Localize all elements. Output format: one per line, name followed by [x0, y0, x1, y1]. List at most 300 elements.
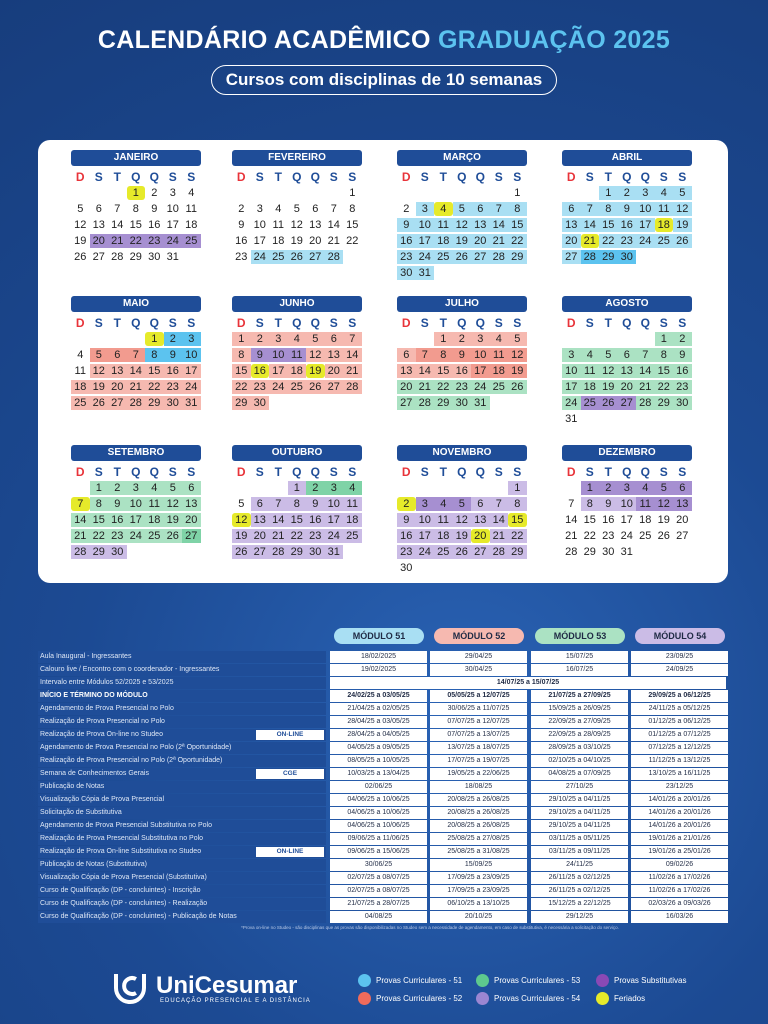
- row-tag: ON-LINE: [256, 847, 324, 857]
- month-maio: [71, 296, 201, 411]
- day-cell: 14: [327, 219, 340, 231]
- day-cell: 7: [581, 202, 600, 216]
- day-cell: 7: [490, 497, 509, 511]
- day-cell: 21: [108, 234, 127, 248]
- day-cell: 1: [127, 186, 146, 200]
- day-cell: 8: [581, 497, 600, 511]
- table-row: [38, 846, 730, 858]
- day-cell: 14: [490, 218, 509, 232]
- day-cell: 5: [238, 498, 245, 510]
- day-cell: 7: [71, 497, 90, 511]
- month-header: NOVEMBRO: [397, 445, 527, 461]
- day-cell: 29: [145, 396, 164, 410]
- weekday-label: Q: [292, 170, 302, 184]
- day-cell: 21: [343, 364, 362, 378]
- day-cell: 9: [251, 348, 270, 362]
- empty-day: [416, 186, 435, 200]
- day-cell: 29: [434, 396, 453, 410]
- legend-label: Provas Curriculares - 51: [376, 976, 463, 985]
- table-cell: 21/04/25 a 02/05/25: [330, 703, 427, 715]
- table-cell: 17/09/25 a 23/09/25: [430, 872, 527, 884]
- day-cell: 15: [346, 219, 359, 231]
- row-label: Realização de Prova Presencial Substitutiva no Polo: [38, 833, 326, 845]
- day-cell: 6: [673, 481, 692, 495]
- weekday-label: S: [585, 465, 594, 479]
- day-cell: 25: [288, 380, 307, 394]
- day-cell: 22: [145, 380, 164, 394]
- table-row: [38, 729, 730, 741]
- day-cell: 29: [288, 545, 307, 559]
- day-cell: 31: [325, 545, 344, 559]
- day-cell: 4: [581, 348, 600, 362]
- day-cell: 13: [251, 513, 270, 527]
- weekday-label: Q: [622, 465, 632, 479]
- day-cell: 17: [269, 364, 288, 378]
- day-cell: 28: [269, 545, 288, 559]
- day-cell: 25: [145, 529, 164, 543]
- day-cell: 7: [330, 203, 337, 215]
- day-cell: 22: [434, 380, 453, 394]
- day-cell: 20: [309, 235, 322, 247]
- day-cell: 12: [453, 218, 472, 232]
- legend-label: Provas Curriculares - 53: [494, 976, 581, 985]
- month-dezembro: [562, 445, 692, 560]
- day-cell: 22: [288, 529, 307, 543]
- table-row: [38, 677, 730, 689]
- day-cell: 6: [95, 203, 102, 215]
- day-cell: 21: [416, 380, 435, 394]
- day-cell: 17: [325, 513, 344, 527]
- day-cell: 17: [471, 364, 490, 378]
- month-janeiro: [71, 150, 201, 265]
- day-cell: 4: [434, 497, 453, 511]
- empty-day: [434, 186, 453, 200]
- table-cell: 13/07/25 a 18/07/25: [430, 742, 527, 754]
- title-main: CALENDÁRIO ACADÊMICO: [97, 26, 431, 54]
- weekday-label: S: [348, 170, 357, 184]
- weekday-label: S: [255, 316, 264, 330]
- table-cell: 04/06/25 a 10/06/25: [330, 794, 427, 806]
- day-cell: 21: [636, 380, 655, 394]
- day-cell: 24: [127, 529, 146, 543]
- table-cell: 23/12/25: [631, 781, 728, 793]
- day-cell: 25: [182, 234, 201, 248]
- day-cell: 20: [618, 380, 637, 394]
- day-cell: 19: [290, 235, 303, 247]
- day-cell: 24: [636, 234, 655, 248]
- day-cell: 1: [599, 186, 618, 200]
- day-cell: 26: [232, 545, 251, 559]
- day-cell: 28: [416, 396, 435, 410]
- day-cell: 20: [251, 529, 270, 543]
- weekday-label: S: [255, 170, 264, 184]
- day-cell: 7: [114, 203, 121, 215]
- row-label: Intervalo entre Módulos 52/2025 e 53/2025: [38, 677, 326, 689]
- day-cell: 12: [655, 497, 674, 511]
- day-cell: 28: [111, 251, 124, 263]
- day-cell: 19: [453, 529, 472, 543]
- day-cell: 20: [108, 380, 127, 394]
- day-cell: 4: [490, 332, 509, 346]
- table-cell: 21/07/25 a 27/09/25: [531, 690, 628, 702]
- day-cell: 4: [288, 332, 307, 346]
- day-cell: 26: [74, 251, 87, 263]
- day-cell: 4: [636, 481, 655, 495]
- day-cell: 25: [490, 380, 509, 394]
- day-cell: 22: [127, 234, 146, 248]
- table-cell: 14/01/26 a 20/01/26: [631, 794, 728, 806]
- table-cell: 24/11/25: [531, 859, 628, 871]
- legend-dot-icon: [358, 992, 371, 1005]
- day-cell: 25: [269, 250, 288, 264]
- day-cell: 12: [164, 497, 183, 511]
- day-cell: 4: [188, 187, 195, 199]
- day-grid: [562, 480, 692, 560]
- row-tag: CGE: [256, 769, 324, 779]
- weekday-label: T: [274, 465, 282, 479]
- day-cell: 26: [508, 380, 527, 394]
- row-label: Realização de Prova Presencial no Polo: [38, 716, 326, 728]
- weekday-row: [397, 169, 527, 185]
- table-cell: 09/06/25 a 11/06/25: [330, 833, 427, 845]
- day-cell: 30: [673, 396, 692, 410]
- table-cell: 19/01/26 a 25/01/26: [631, 846, 728, 858]
- legend-label: Provas Curriculares - 54: [494, 994, 581, 1003]
- row-label: Calouro live / Encontro com o coordenador - Ingressantes: [38, 664, 326, 676]
- day-cell: 31: [620, 546, 633, 558]
- legend-dot-icon: [476, 974, 489, 987]
- day-cell: 30: [602, 546, 615, 558]
- table-cell: 11/02/26 a 17/02/26: [631, 885, 728, 897]
- day-cell: 16: [602, 514, 615, 526]
- day-cell: 4: [343, 481, 362, 495]
- day-cell: 3: [562, 348, 581, 362]
- day-cell: 29: [599, 250, 618, 264]
- day-cell: 5: [508, 332, 527, 346]
- day-cell: 5: [453, 497, 472, 511]
- day-cell: 15: [288, 513, 307, 527]
- table-cell: 15/07/25: [531, 651, 628, 663]
- empty-day: [71, 332, 90, 346]
- day-cell: 16: [235, 235, 248, 247]
- table-row: [38, 742, 730, 754]
- day-cell: 20: [471, 529, 490, 543]
- weekday-label: S: [513, 465, 522, 479]
- day-cell: 30: [618, 250, 637, 264]
- day-cell: 5: [655, 481, 674, 495]
- weekday-label: S: [678, 170, 687, 184]
- empty-day: [71, 186, 90, 200]
- weekday-label: S: [659, 170, 668, 184]
- day-cell: 9: [151, 203, 158, 215]
- empty-day: [434, 481, 453, 495]
- day-cell: 23: [251, 380, 270, 394]
- day-cell: 22: [583, 530, 596, 542]
- day-cell: 23: [108, 529, 127, 543]
- table-row: [38, 807, 730, 819]
- weekday-label: S: [187, 465, 196, 479]
- day-cell: 18: [655, 218, 674, 232]
- day-cell: 1: [434, 332, 453, 346]
- day-cell: 19: [90, 380, 109, 394]
- empty-day: [71, 481, 90, 495]
- day-cell: 24: [562, 396, 581, 410]
- table-cell: 13/10/25 a 16/11/25: [631, 768, 728, 780]
- empty-day: [397, 332, 416, 346]
- table-cell: 05/05/25 a 12/07/25: [430, 690, 527, 702]
- table-cell: 25/08/25 a 27/08/25: [430, 833, 527, 845]
- day-cell: 26: [453, 250, 472, 264]
- day-cell: 6: [397, 348, 416, 362]
- day-cell: 2: [673, 332, 692, 346]
- day-cell: 25: [655, 234, 674, 248]
- day-cell: 31: [565, 413, 578, 425]
- day-cell: 27: [92, 251, 105, 263]
- day-cell: 19: [657, 514, 670, 526]
- day-cell: 30: [148, 251, 161, 263]
- day-cell: 28: [565, 546, 578, 558]
- day-cell: 27: [471, 250, 490, 264]
- day-cell: 27: [618, 396, 637, 410]
- day-cell: 11: [288, 348, 307, 362]
- weekday-label: Q: [640, 170, 650, 184]
- day-cell: 23: [673, 380, 692, 394]
- weekday-label: Q: [310, 465, 320, 479]
- day-cell: 16: [251, 364, 270, 378]
- table-cell: 07/07/25 a 13/07/25: [430, 729, 527, 741]
- day-cell: 18: [581, 380, 600, 394]
- weekday-label: D: [566, 170, 576, 184]
- empty-day: [562, 186, 581, 200]
- weekday-label: S: [329, 465, 338, 479]
- day-cell: 3: [169, 187, 176, 199]
- day-cell: 8: [655, 348, 674, 362]
- empty-day: [562, 481, 581, 495]
- day-cell: 23: [164, 380, 183, 394]
- day-cell: 27: [108, 396, 127, 410]
- table-cell: 26/11/25 a 02/12/25: [531, 872, 628, 884]
- header: [0, 26, 768, 95]
- day-cell: 12: [673, 202, 692, 216]
- weekday-label: Q: [475, 316, 485, 330]
- empty-day: [269, 186, 288, 200]
- weekday-label: S: [585, 316, 594, 330]
- empty-day: [636, 332, 655, 346]
- day-cell: 5: [306, 332, 325, 346]
- day-cell: 9: [164, 348, 183, 362]
- weekday-label: Q: [457, 316, 467, 330]
- table-cell: 30/06/25: [330, 859, 427, 871]
- day-grid: [71, 331, 201, 411]
- table-cell: 23/09/25: [631, 651, 728, 663]
- day-cell: 28: [490, 250, 509, 264]
- day-cell: 15: [655, 364, 674, 378]
- table-cell: 14/07/25 a 15/07/25: [330, 677, 726, 689]
- day-cell: 15: [90, 513, 109, 527]
- month-abril: [562, 150, 692, 265]
- table-cell: 30/06/25 a 11/07/25: [430, 703, 527, 715]
- weekday-label: S: [168, 316, 177, 330]
- weekday-label: T: [113, 316, 121, 330]
- day-cell: 9: [397, 218, 416, 232]
- row-tag: ON-LINE: [256, 730, 324, 740]
- weekday-row: [71, 169, 201, 185]
- empty-day: [90, 186, 109, 200]
- table-cell: 09/02/26: [631, 859, 728, 871]
- day-grid: [232, 185, 362, 265]
- day-cell: 6: [108, 348, 127, 362]
- day-cell: 8: [132, 203, 139, 215]
- table-cell: 29/09/25 a 06/12/25: [631, 690, 728, 702]
- weekday-label: S: [513, 170, 522, 184]
- day-cell: 3: [636, 186, 655, 200]
- day-cell: 16: [108, 513, 127, 527]
- empty-day: [581, 186, 600, 200]
- empty-day: [581, 332, 600, 346]
- day-cell: 6: [471, 202, 490, 216]
- table-row: [38, 794, 730, 806]
- weekday-row: [562, 169, 692, 185]
- day-cell: 1: [508, 481, 527, 495]
- day-cell: 13: [618, 364, 637, 378]
- day-cell: 14: [71, 513, 90, 527]
- day-cell: 19: [599, 380, 618, 394]
- day-cell: 29: [129, 251, 142, 263]
- day-cell: 17: [620, 514, 633, 526]
- subtitle-pill: Cursos com disciplinas de 10 semanas: [211, 65, 558, 95]
- day-cell: 6: [618, 348, 637, 362]
- table-cell: 01/12/25 a 06/12/25: [631, 716, 728, 728]
- day-cell: 16: [164, 364, 183, 378]
- day-cell: 22: [655, 380, 674, 394]
- day-cell: 13: [471, 218, 490, 232]
- table-cell: 24/09/25: [631, 664, 728, 676]
- day-cell: 13: [92, 219, 105, 231]
- day-cell: 18: [639, 514, 652, 526]
- table-cell: 11/02/26 a 17/02/26: [631, 872, 728, 884]
- table-cell: 07/07/25 a 12/07/25: [430, 716, 527, 728]
- month-fevereiro: [232, 150, 362, 265]
- table-cell: 04/08/25 a 07/09/25: [531, 768, 628, 780]
- day-cell: 2: [306, 481, 325, 495]
- legend-dot-icon: [476, 992, 489, 1005]
- table-row: [38, 911, 730, 923]
- day-cell: 29: [508, 545, 527, 559]
- day-cell: 29: [90, 545, 109, 559]
- empty-day: [269, 481, 288, 495]
- day-cell: 2: [397, 497, 416, 511]
- day-cell: 3: [256, 203, 263, 215]
- day-cell: 30: [306, 545, 325, 559]
- day-cell: 11: [581, 364, 600, 378]
- empty-day: [232, 186, 251, 200]
- day-cell: 11: [185, 203, 197, 215]
- day-cell: 12: [508, 348, 527, 362]
- module-54-header: MÓDULO 54: [635, 628, 725, 644]
- weekday-label: S: [494, 316, 503, 330]
- weekday-label: S: [678, 316, 687, 330]
- day-cell: 6: [471, 497, 490, 511]
- day-cell: 4: [145, 481, 164, 495]
- empty-day: [251, 186, 270, 200]
- day-cell: 13: [397, 364, 416, 378]
- day-cell: 12: [290, 219, 303, 231]
- empty-day: [453, 481, 472, 495]
- day-cell: 21: [327, 235, 340, 247]
- day-cell: 2: [618, 186, 637, 200]
- table-cell: 20/10/25: [430, 911, 527, 923]
- day-cell: 3: [325, 481, 344, 495]
- weekday-label: T: [604, 170, 612, 184]
- day-cell: 16: [397, 234, 416, 248]
- weekday-label: T: [113, 170, 121, 184]
- empty-day: [618, 332, 637, 346]
- day-cell: 27: [676, 530, 689, 542]
- table-cell: 19/02/2025: [330, 664, 427, 676]
- day-cell: 21: [565, 530, 578, 542]
- day-cell: 27: [471, 545, 490, 559]
- day-cell: 10: [253, 219, 266, 231]
- empty-day: [471, 186, 490, 200]
- day-cell: 26: [306, 380, 325, 394]
- day-cell: 19: [508, 364, 527, 378]
- day-cell: 1: [514, 187, 521, 199]
- weekday-label: S: [94, 170, 103, 184]
- day-cell: 14: [565, 514, 578, 526]
- day-cell: 22: [232, 380, 251, 394]
- table-cell: 03/11/25 a 05/11/25: [531, 833, 628, 845]
- day-cell: 14: [343, 348, 362, 362]
- title-highlight: GRADUAÇÃO 2025: [438, 26, 671, 54]
- day-cell: 23: [397, 545, 416, 559]
- unicesumar-logo-icon: [110, 966, 150, 1006]
- weekday-label: S: [494, 170, 503, 184]
- weekday-label: D: [236, 316, 246, 330]
- month-novembro: [397, 445, 527, 576]
- day-cell: 30: [397, 266, 416, 280]
- weekday-label: S: [494, 465, 503, 479]
- day-cell: 11: [145, 497, 164, 511]
- month-junho: [232, 296, 362, 411]
- empty-day: [90, 332, 109, 346]
- empty-day: [490, 481, 509, 495]
- day-cell: 24: [269, 380, 288, 394]
- weekday-label: S: [678, 465, 687, 479]
- day-cell: 12: [74, 219, 87, 231]
- day-grid: [397, 331, 527, 411]
- table-cell: 28/04/25 a 04/05/25: [330, 729, 427, 741]
- day-cell: 19: [232, 529, 251, 543]
- day-cell: 15: [508, 218, 527, 232]
- brand-name: UniCesumar: [156, 972, 298, 999]
- weekday-label: D: [236, 170, 246, 184]
- day-cell: 27: [251, 545, 270, 559]
- legend-label: Provas Curriculares - 52: [376, 994, 463, 1003]
- table-cell: 07/12/25 a 12/12/25: [631, 742, 728, 754]
- weekday-label: Q: [131, 170, 141, 184]
- legend-item: [476, 974, 580, 987]
- day-cell: 7: [568, 498, 575, 510]
- table-cell: 11/12/25 a 13/12/25: [631, 755, 728, 767]
- row-label: Semana de Conhecimentos Gerais: [38, 768, 326, 780]
- day-cell: 21: [71, 529, 90, 543]
- weekday-label: S: [659, 316, 668, 330]
- day-cell: 13: [471, 513, 490, 527]
- day-cell: 15: [434, 364, 453, 378]
- day-cell: 2: [108, 481, 127, 495]
- day-cell: 3: [127, 481, 146, 495]
- day-cell: 11: [343, 497, 362, 511]
